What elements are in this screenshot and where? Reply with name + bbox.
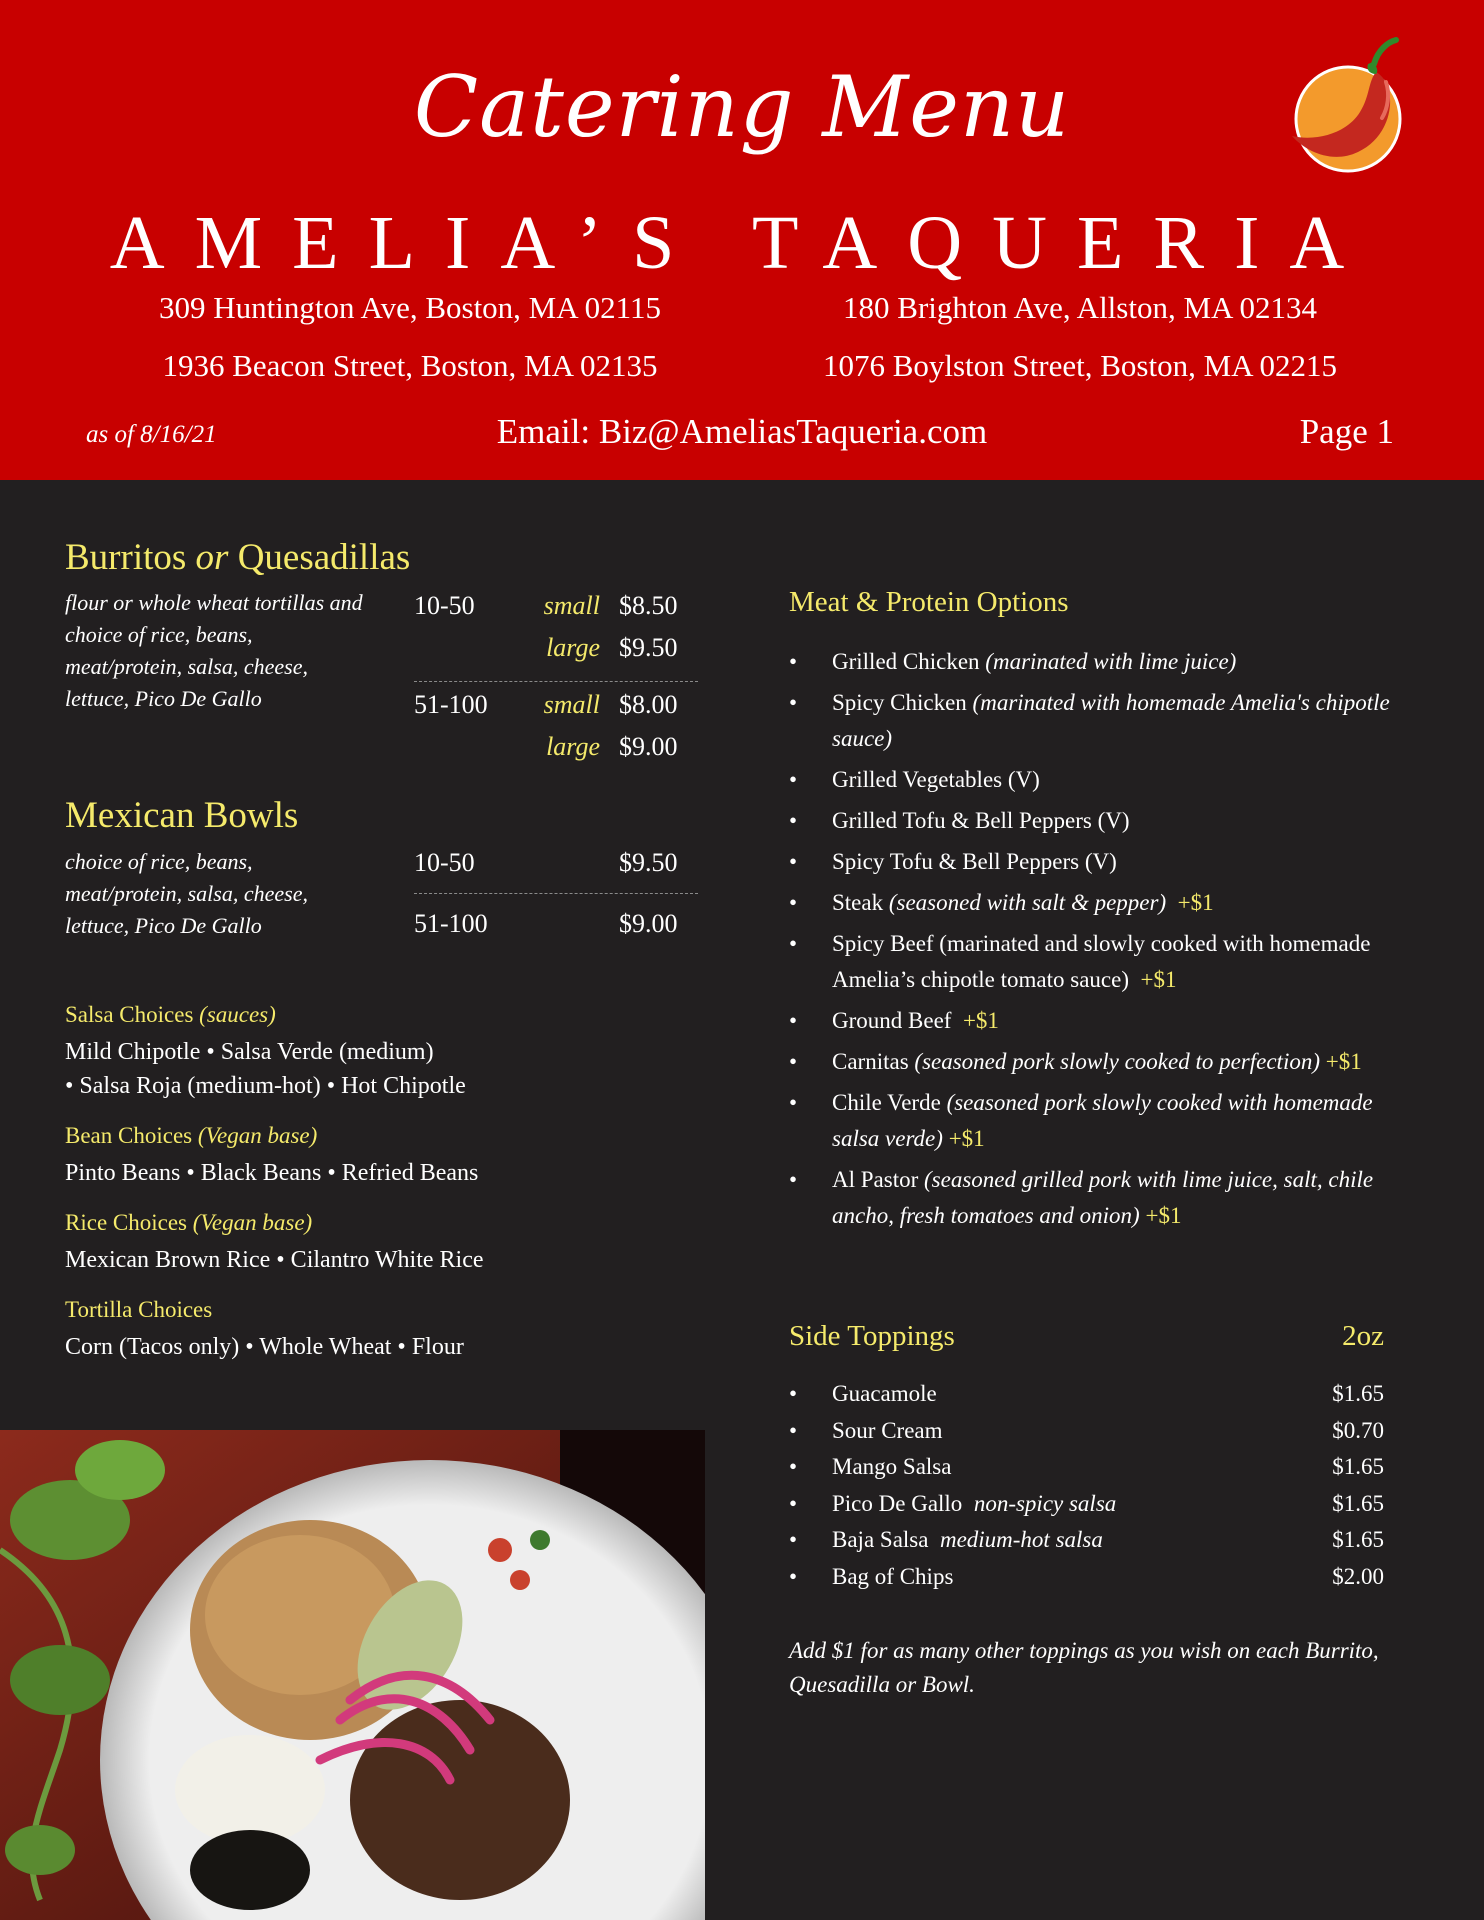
side-toppings-title: Side Toppings xyxy=(789,1320,955,1352)
topping-price: $0.70 xyxy=(1332,1417,1384,1443)
burritos-tier1-small-price: $8.50 xyxy=(619,591,678,620)
tortilla-choices-heading: Tortilla Choices xyxy=(65,1297,213,1322)
burritos-tier1-small-label: small xyxy=(543,591,600,620)
meat-note: (seasoned grilled pork with lime juice, salt, chile ancho, fresh tomatoes and onion) xyxy=(832,1167,1374,1228)
salsa-heading-text: Salsa Choices xyxy=(65,1002,194,1027)
meat-extra: +$1 xyxy=(1325,1049,1362,1074)
bean-choices-heading xyxy=(65,1123,317,1149)
topping-name: Bag of Chips xyxy=(832,1563,954,1589)
list-item xyxy=(789,1413,1384,1450)
address-brighton: 180 Brighton Ave, Allston, MA 02134 xyxy=(843,290,1317,325)
tortilla-choices-line: Corn (Tacos only) • Whole Wheat • Flour xyxy=(65,1334,464,1360)
meat-name: Grilled Vegetables (V) xyxy=(832,767,1040,792)
list-item xyxy=(789,926,1409,998)
meat-note: (marinated with lime juice) xyxy=(985,649,1237,674)
bowl-image xyxy=(0,1430,705,1920)
burritos-tier2-large-label: large xyxy=(546,732,600,761)
meat-extra: +$1 xyxy=(948,1126,985,1151)
salsa-choices-line1: Mild Chipotle • Salsa Verde (medium) xyxy=(65,1039,434,1065)
as-of-date: as of 8/16/21 xyxy=(86,421,217,448)
food-photo xyxy=(0,1430,705,1920)
bowls-tier1-price: $9.50 xyxy=(619,848,678,877)
list-item xyxy=(789,685,1409,757)
burritos-tier2-small-label: small xyxy=(543,690,600,719)
bean-heading-text: Bean Choices xyxy=(65,1123,193,1148)
address-boylston: 1076 Boylston Street, Boston, MA 02215 xyxy=(822,348,1338,383)
bean-choices-line: Pinto Beans • Black Beans • Refried Beans xyxy=(65,1160,479,1186)
topping-name: Guacamole xyxy=(832,1381,937,1406)
divider xyxy=(414,893,698,894)
extra-toppings-note: Add $1 for as many other toppings as you wish on each Burrito, Quesadilla or Bowl. xyxy=(789,1638,1379,1697)
bowls-tier1-qty: 10-50 xyxy=(414,848,475,877)
meat-options-title: Meat & Protein Options xyxy=(789,586,1069,618)
salsa-choices-line2: • Salsa Roja (medium-hot) • Hot Chipotle xyxy=(65,1073,466,1099)
topping-note: medium-hot salsa xyxy=(939,1527,1103,1552)
meat-name: Spicy Tofu & Bell Peppers (V) xyxy=(832,849,1117,874)
list-item xyxy=(789,1522,1384,1559)
bowls-title: Mexican Bowls xyxy=(65,795,299,836)
meat-name: Carnitas xyxy=(832,1049,909,1074)
burritos-tier2-small-price: $8.00 xyxy=(619,690,678,719)
meat-extra: +$1 xyxy=(1145,1203,1182,1228)
burritos-title-b: Quesadillas xyxy=(237,537,411,578)
meat-name: Grilled Chicken xyxy=(832,649,980,674)
burritos-tier1-qty: 10-50 xyxy=(414,591,475,620)
list-item xyxy=(789,644,1409,680)
bowls-tier2-price: $9.00 xyxy=(619,909,678,938)
topping-name: Baja Salsa xyxy=(832,1527,929,1552)
salsa-choices-heading xyxy=(65,1002,276,1028)
topping-name: Mango Salsa xyxy=(832,1454,952,1479)
contact-email: Email: Biz@AmeliasTaqueria.com xyxy=(496,412,988,451)
bean-heading-note: (Vegan base) xyxy=(197,1123,318,1148)
rice-heading-text: Rice Choices xyxy=(65,1210,187,1235)
meat-name: Spicy Beef (marinated and slowly cooked with homemade Amelia’s chipotle tomato sauce) xyxy=(832,931,1371,992)
list-item xyxy=(789,803,1409,839)
address-beacon: 1936 Beacon Street, Boston, MA 02135 xyxy=(162,348,658,383)
chili-pepper-icon xyxy=(1278,24,1418,174)
meat-name: Ground Beef xyxy=(832,1008,952,1033)
topping-price: $2.00 xyxy=(1332,1563,1384,1589)
side-toppings-size: 2oz xyxy=(1342,1320,1384,1352)
toppings-list xyxy=(789,1376,1384,1595)
salsa-heading-note: (sauces) xyxy=(199,1002,276,1027)
meat-extra: +$1 xyxy=(1140,967,1177,992)
meat-note: (seasoned pork slowly cooked with homemade salsa verde) xyxy=(832,1090,1373,1151)
list-item xyxy=(789,1162,1409,1234)
burritos-title-a: Burritos xyxy=(65,537,187,578)
burritos-tier2-large-price: $9.00 xyxy=(619,732,678,761)
topping-price: $1.65 xyxy=(1332,1381,1384,1406)
meat-name: Spicy Chicken xyxy=(832,690,967,715)
list-item xyxy=(789,844,1409,880)
meat-note: (seasoned pork slowly cooked to perfection) xyxy=(914,1049,1320,1074)
topping-price: $1.65 xyxy=(1332,1490,1384,1516)
topping-name: Pico De Gallo xyxy=(832,1490,963,1516)
list-item xyxy=(789,1376,1384,1413)
burritos-tier1-large-price: $9.50 xyxy=(619,633,678,662)
meat-name: Chile Verde xyxy=(832,1090,941,1115)
topping-name: Sour Cream xyxy=(832,1417,943,1443)
topping-price: $1.65 xyxy=(1332,1527,1384,1552)
bowls-description: choice of rice, beans, meat/protein, salsa, cheese, lettuce, Pico De Gallo xyxy=(65,849,308,938)
list-item xyxy=(789,1044,1409,1080)
list-item xyxy=(789,1486,1384,1523)
catering-menu-title: Catering Menu xyxy=(413,58,1071,156)
rice-choices-line: Mexican Brown Rice • Cilantro White Rice xyxy=(65,1247,484,1273)
meat-extra: +$1 xyxy=(1177,890,1214,915)
meat-extra: +$1 xyxy=(962,1008,999,1033)
list-item xyxy=(789,885,1409,921)
burritos-tier2-qty: 51-100 xyxy=(414,690,488,719)
list-item xyxy=(789,762,1409,798)
topping-price: $1.65 xyxy=(1332,1454,1384,1479)
meat-options-list xyxy=(789,644,1409,1239)
burritos-title-or: or xyxy=(195,537,229,578)
meat-name: Steak xyxy=(832,890,884,915)
meat-name: Al Pastor xyxy=(832,1167,919,1192)
list-item xyxy=(789,1003,1409,1039)
list-item xyxy=(789,1449,1384,1486)
divider xyxy=(414,681,698,682)
page-number: Page 1 xyxy=(1299,412,1394,451)
burritos-tier1-large-label: large xyxy=(546,633,600,662)
burritos-description: flour or whole wheat tortillas and choice of rice, beans, meat/protein, salsa, cheese, lettuce, Pico De Gallo xyxy=(65,590,363,711)
burritos-title xyxy=(65,536,410,579)
bowls-tier2-qty: 51-100 xyxy=(414,909,488,938)
meat-note: (seasoned with salt & pepper) xyxy=(888,890,1167,915)
header-banner xyxy=(0,0,1484,480)
rice-heading-note: (Vegan base) xyxy=(192,1210,313,1235)
rice-choices-heading xyxy=(65,1210,312,1236)
list-item xyxy=(789,1559,1384,1596)
list-item xyxy=(789,1085,1409,1157)
meat-name: Grilled Tofu & Bell Peppers (V) xyxy=(832,808,1130,833)
restaurant-name: AMELIA’S TAQUERIA xyxy=(109,201,1375,285)
address-huntington: 309 Huntington Ave, Boston, MA 02115 xyxy=(158,290,662,325)
meat-note: (marinated with homemade Amelia's chipotle sauce) xyxy=(832,690,1390,751)
topping-note: non-spicy salsa xyxy=(973,1490,1117,1516)
